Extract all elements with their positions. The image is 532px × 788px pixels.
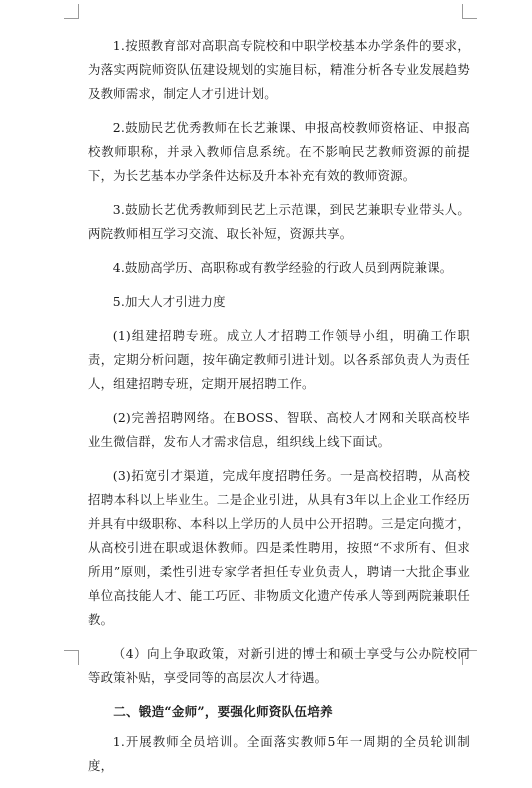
paragraph: 1.开展教师全员培训。全面落实教师5年一周期的全员轮训制度， — [88, 734, 470, 773]
paragraph: 4.鼓励高学历、高职称或有教学经验的行政人员到两院兼课。 — [112, 260, 453, 275]
page-corner-mark-top-right — [462, 4, 477, 19]
section-heading: 二、锻造“金师”，要强化师资队伍培养 — [113, 704, 333, 719]
paragraph: (2)完善招聘网络。在BOSS、智联、高校人才网和关联高校毕业生微信群，发布人才需求信息，组织线上线下面试。 — [88, 410, 470, 449]
paragraph: 5.加大人才引进力度 — [112, 294, 226, 309]
paragraph: （4）向上争取政策，对新引进的博士和硕士享受与公办院校同等政策补贴，享受同等的高层次人才待遇。 — [88, 646, 470, 685]
page-corner-mark-top-left — [64, 4, 79, 19]
paragraph: (3)拓宽引才渠道，完成年度招聘任务。一是高校招聘，从高校招聘本科以上毕业生。二是企业引进，从具有3年以上企业工作经历并具有中级职称、本科以上学历的人员中公开招聘。三是定向揽才，从高校引进在职或退休教师。四是柔性聘用，按照“不求所有、但求所用”原则，柔性引进专家学者担任专业负责人，聘请一大批企事业单位高技能人才、能工巧匠、非物质文化遗产传承人等到两院兼职任教。 — [88, 468, 470, 627]
paragraph: 1.按照教育部对高职高专院校和中职学校基本办学条件的要求，为落实两院师资队伍建设规划的实施目标，精准分析各专业发展趋势及教师需求，制定人才引进计划。 — [88, 38, 470, 101]
page-corner-mark-bottom-left — [64, 650, 79, 665]
paragraph: (1)组建招聘专班。成立人才招聘工作领导小组，明确工作职责，定期分析问题，按年确定教师引进计划。以各系部负责人为责任人，组建招聘专班，定期开展招聘工作。 — [88, 328, 470, 391]
document-body — [88, 34, 470, 788]
paragraph: 2.鼓励民艺优秀教师在长艺兼课、申报高校教师资格证、申报高校教师职称，并录入教师信息系统。在不影响民艺教师资源的前提下，为长艺基本办学条件达标及升本补充有效的教师资源。 — [88, 120, 470, 183]
paragraph: 3.鼓励长艺优秀教师到民艺上示范课，到民艺兼职专业带头人。两院教师相互学习交流、取长补短，资源共享。 — [88, 202, 470, 241]
